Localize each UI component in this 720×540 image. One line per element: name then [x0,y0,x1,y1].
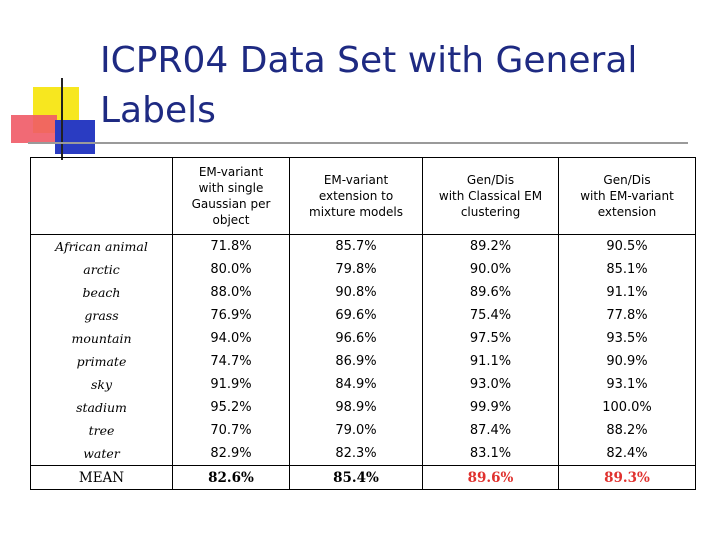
table-cell: 94.0% [173,327,290,350]
table-cell: 96.6% [290,327,423,350]
table-row [31,373,696,396]
table-row [31,258,696,281]
table-cell: 79.0% [290,419,423,442]
table-cell: 86.9% [290,350,423,373]
row-label: tree [31,419,173,442]
header-line: extension [597,205,657,219]
table-cell: 90.9% [559,350,696,373]
decorative-red-square [11,115,57,143]
header-cell-empty [31,158,173,235]
table-row [31,304,696,327]
table-row [31,442,696,466]
mean-cell: 89.6% [423,466,559,490]
header-line: object [212,213,250,227]
table-cell: 90.0% [423,258,559,281]
table-cell: 89.2% [423,235,559,259]
table-cell: 88.2% [559,419,696,442]
table-row [31,419,696,442]
header-line: with EM-variant [580,189,674,203]
table-cell: 85.1% [559,258,696,281]
table-cell: 84.9% [290,373,423,396]
table-cell: 99.9% [423,396,559,419]
table-cell: 100.0% [559,396,696,419]
slide-title: ICPR04 Data Set with General Labels [100,40,638,131]
table-cell: 75.4% [423,304,559,327]
table-cell: 85.7% [290,235,423,259]
mean-cell: 85.4% [290,466,423,490]
table-cell: 82.4% [559,442,696,466]
table-row [31,327,696,350]
header-line: with Classical EM [438,189,543,203]
table-row [31,281,696,304]
results-table [30,157,696,490]
table-cell: 91.1% [423,350,559,373]
table-cell: 69.6% [290,304,423,327]
header-line: EM-variant [198,165,264,179]
header-cell [559,158,696,235]
row-label: stadium [31,396,173,419]
table-cell: 98.9% [290,396,423,419]
header-line: mixture models [309,205,403,219]
header-cell [173,158,290,235]
table-cell: 91.9% [173,373,290,396]
header-line: Gen/Dis [603,173,651,187]
table-cell: 76.9% [173,304,290,327]
table-cell: 70.7% [173,419,290,442]
row-label: primate [31,350,173,373]
table-cell: 79.8% [290,258,423,281]
row-label: grass [31,304,173,327]
row-label: arctic [31,258,173,281]
table-cell: 88.0% [173,281,290,304]
table-cell: 82.9% [173,442,290,466]
table-cell: 90.5% [559,235,696,259]
row-label: sky [31,373,173,396]
header-cell [423,158,559,235]
table-cell: 91.1% [559,281,696,304]
decorative-vertical-line [61,78,63,160]
table-row [31,235,696,259]
table-cell: 77.8% [559,304,696,327]
table-cell: 93.5% [559,327,696,350]
table-cell: 89.6% [423,281,559,304]
table-cell: 93.1% [559,373,696,396]
row-label: beach [31,281,173,304]
mean-cell: 89.3% [559,466,696,490]
header-line: extension to [318,189,394,203]
table-cell: 93.0% [423,373,559,396]
table-cell: 97.5% [423,327,559,350]
table-row [31,350,696,373]
mean-label: MEAN [31,466,173,490]
header-line: clustering [460,205,521,219]
table-cell: 82.3% [290,442,423,466]
header-line: Gen/Dis [466,173,515,187]
row-label: mountain [31,327,173,350]
table-cell: 74.7% [173,350,290,373]
row-label: water [31,442,173,466]
header-line: with single [198,181,264,195]
table-cell: 83.1% [423,442,559,466]
table-cell: 71.8% [173,235,290,259]
table-cell: 95.2% [173,396,290,419]
header-cell [290,158,423,235]
title-underline [28,142,688,144]
table-cell: 80.0% [173,258,290,281]
table-cell: 87.4% [423,419,559,442]
header-line: Gaussian per [191,197,271,211]
table-row [31,396,696,419]
mean-cell: 82.6% [173,466,290,490]
header-line: EM-variant [323,173,389,187]
table-cell: 90.8% [290,281,423,304]
row-label: African animal [31,235,173,259]
table-header-row [31,158,696,235]
mean-row [31,466,696,490]
